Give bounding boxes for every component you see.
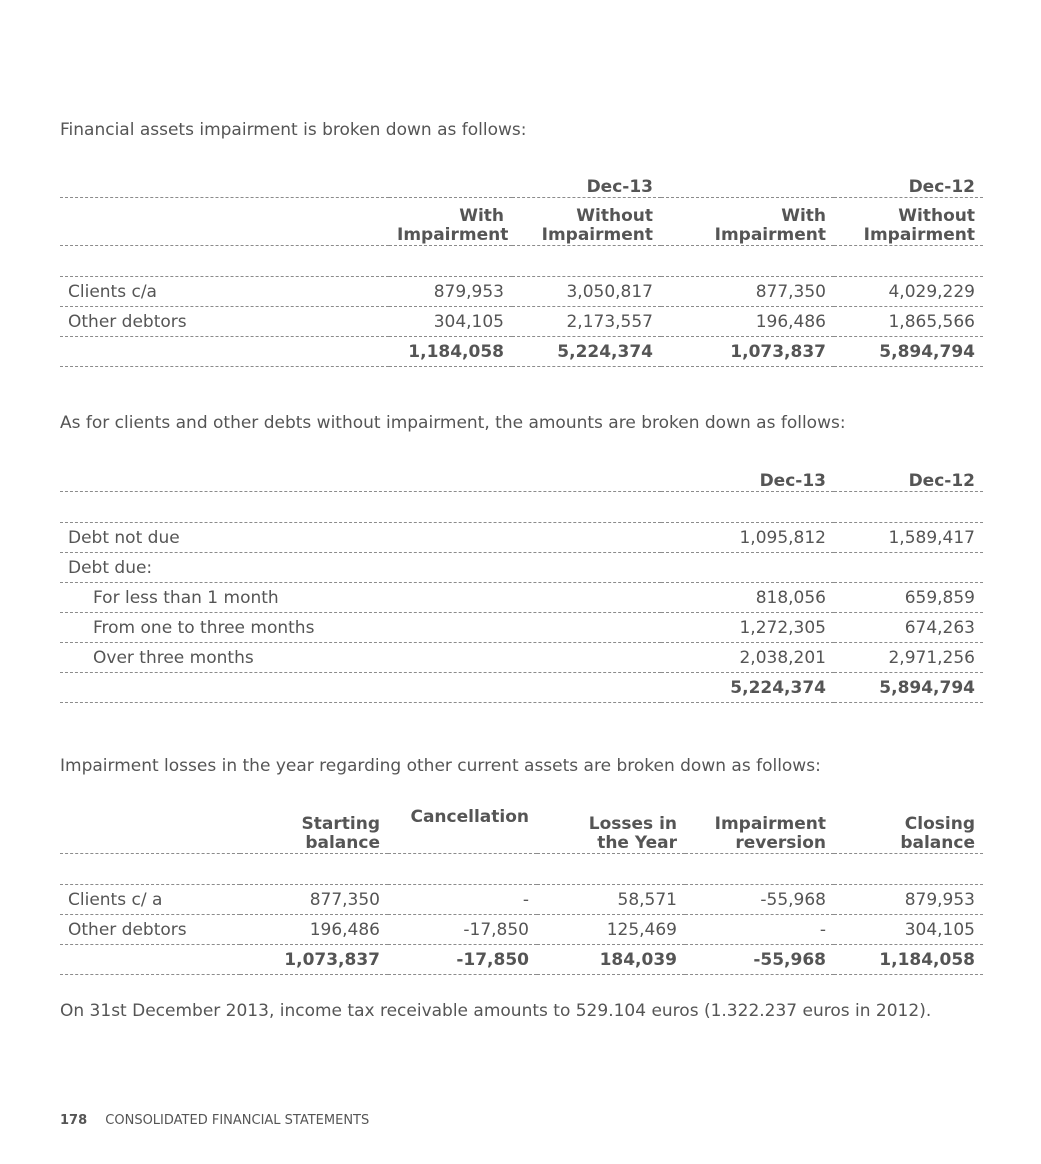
spacer-row: [60, 854, 983, 885]
total-row: 1,073,837 -17,850 184,039 -55,968 1,184,058: [60, 945, 983, 975]
footer-title: CONSOLIDATED FINANCIAL STATEMENTS: [105, 1113, 370, 1128]
table-row: Clients c/ a 877,350 - 58,571 -55,968 879,953: [60, 885, 983, 915]
column-header: Losses in the Year: [537, 808, 685, 854]
period-header-row: [60, 170, 983, 198]
table-row: Other debtors 196,486 -17,850 125,469 - 304,105: [60, 915, 983, 945]
page-number: 178: [60, 1113, 88, 1128]
table-row: From one to three months 1,272,305 674,263: [60, 613, 983, 643]
table-row: Other debtors 304,105 2,173,557 196,486 1,865,566: [60, 307, 983, 337]
section1-intro: Financial assets impairment is broken down as follows:: [60, 120, 527, 140]
spacer-row: [60, 246, 983, 277]
income-tax-note: On 31st December 2013, income tax receivable amounts to 529.104 euros (1.322.237 euros in 2012).: [60, 1001, 932, 1021]
column-header: Starting balance: [240, 808, 388, 854]
column-header: Impairment reversion: [685, 808, 834, 854]
period-header: Dec-12: [834, 464, 983, 492]
total-row: 5,224,374 5,894,794: [60, 673, 983, 703]
period-header: Dec-13: [661, 464, 834, 492]
section3-intro: Impairment losses in the year regarding other current assets are broken down as follows:: [60, 756, 821, 776]
page-footer: [60, 1113, 369, 1128]
column-header-row: [60, 808, 983, 854]
column-header: Without Impairment: [512, 198, 661, 246]
period-header-row: [60, 464, 983, 492]
table-row: For less than 1 month 818,056 659,859: [60, 583, 983, 613]
table-row: Clients c/a 879,953 3,050,817 877,350 4,029,229: [60, 277, 983, 307]
column-header: With Impairment: [661, 198, 834, 246]
section2-intro: As for clients and other debts without impairment, the amounts are broken down as follows:: [60, 413, 846, 433]
spacer-row: [60, 492, 983, 523]
period-header: Dec-13: [512, 170, 661, 198]
total-row: 1,184,058 5,224,374 1,073,837 5,894,794: [60, 337, 983, 367]
column-header: With Impairment: [389, 198, 512, 246]
table-row: Debt not due 1,095,812 1,589,417: [60, 523, 983, 553]
impairment-table: [60, 170, 983, 367]
table-row: Over three months 2,038,201 2,971,256: [60, 643, 983, 673]
impairment-losses-table: [60, 808, 983, 975]
table-row: Debt due:: [60, 553, 983, 583]
column-header-row: [60, 198, 983, 246]
column-header: Without Impairment: [834, 198, 983, 246]
column-header: Cancellation: [388, 808, 537, 854]
period-header: Dec-12: [834, 170, 983, 198]
debt-aging-table: [60, 464, 983, 703]
column-header: Closing balance: [834, 808, 983, 854]
